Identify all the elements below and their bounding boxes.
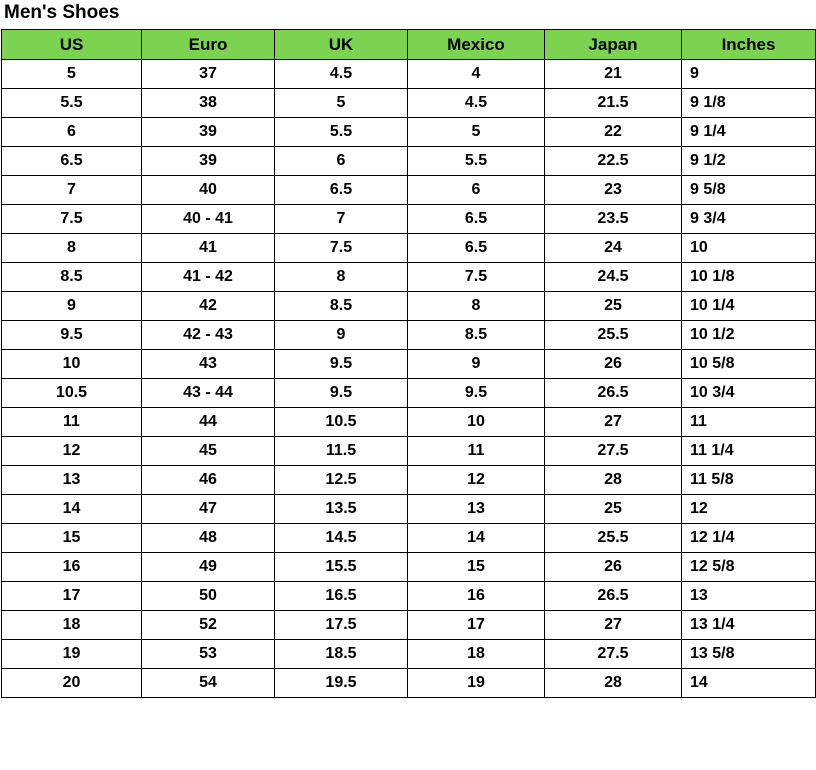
table-cell: 15.5	[275, 553, 408, 582]
table-cell: 12	[682, 495, 816, 524]
table-cell: 39	[142, 118, 275, 147]
table-cell: 10	[682, 234, 816, 263]
table-cell: 14	[682, 669, 816, 698]
table-cell: 53	[142, 640, 275, 669]
table-cell: 7	[275, 205, 408, 234]
table-cell: 14.5	[275, 524, 408, 553]
table-cell: 28	[545, 466, 682, 495]
table-cell: 18	[2, 611, 142, 640]
table-cell: 12.5	[275, 466, 408, 495]
table-row	[2, 553, 816, 582]
table-cell: 17	[2, 582, 142, 611]
table-cell: 14	[408, 524, 545, 553]
table-cell: 11	[408, 437, 545, 466]
table-cell: 5.5	[408, 147, 545, 176]
table-row	[2, 408, 816, 437]
table-cell: 9.5	[408, 379, 545, 408]
table-cell: 9	[408, 350, 545, 379]
table-cell: 50	[142, 582, 275, 611]
table-cell: 45	[142, 437, 275, 466]
table-cell: 9.5	[275, 379, 408, 408]
table-cell: 5.5	[2, 89, 142, 118]
table-header	[2, 30, 816, 60]
table-cell: 6.5	[408, 205, 545, 234]
table-cell: 9.5	[275, 350, 408, 379]
table-cell: 25	[545, 292, 682, 321]
table-cell: 10	[2, 350, 142, 379]
column-header-us: US	[2, 30, 142, 60]
table-row	[2, 350, 816, 379]
table-cell: 10 1/4	[682, 292, 816, 321]
table-cell: 49	[142, 553, 275, 582]
table-cell: 42 - 43	[142, 321, 275, 350]
table-row	[2, 89, 816, 118]
table-cell: 7.5	[408, 263, 545, 292]
column-header-uk: UK	[275, 30, 408, 60]
table-cell: 40	[142, 176, 275, 205]
table-cell: 6.5	[408, 234, 545, 263]
table-cell: 37	[142, 60, 275, 89]
table-row	[2, 321, 816, 350]
table-cell: 9 1/2	[682, 147, 816, 176]
table-cell: 40 - 41	[142, 205, 275, 234]
table-cell: 54	[142, 669, 275, 698]
table-cell: 10 1/8	[682, 263, 816, 292]
table-cell: 6	[2, 118, 142, 147]
table-cell: 17	[408, 611, 545, 640]
table-cell: 38	[142, 89, 275, 118]
table-cell: 24	[545, 234, 682, 263]
table-row	[2, 60, 816, 89]
table-cell: 12 1/4	[682, 524, 816, 553]
table-cell: 11 1/4	[682, 437, 816, 466]
table-cell: 42	[142, 292, 275, 321]
table-cell: 24.5	[545, 263, 682, 292]
table-cell: 46	[142, 466, 275, 495]
table-cell: 25	[545, 495, 682, 524]
table-row	[2, 669, 816, 698]
table-cell: 9.5	[2, 321, 142, 350]
table-cell: 10.5	[2, 379, 142, 408]
table-cell: 11	[2, 408, 142, 437]
table-row	[2, 640, 816, 669]
table-cell: 13	[682, 582, 816, 611]
table-cell: 12	[408, 466, 545, 495]
table-cell: 43 - 44	[142, 379, 275, 408]
table-cell: 11.5	[275, 437, 408, 466]
column-header-japan: Japan	[545, 30, 682, 60]
table-cell: 23	[545, 176, 682, 205]
table-cell: 9	[682, 60, 816, 89]
table-cell: 44	[142, 408, 275, 437]
table-cell: 16.5	[275, 582, 408, 611]
table-row	[2, 524, 816, 553]
table-cell: 19	[2, 640, 142, 669]
table-cell: 8.5	[2, 263, 142, 292]
table-cell: 6.5	[2, 147, 142, 176]
table-cell: 22.5	[545, 147, 682, 176]
table-cell: 21	[545, 60, 682, 89]
table-cell: 6	[275, 147, 408, 176]
column-header-mexico: Mexico	[408, 30, 545, 60]
table-cell: 19.5	[275, 669, 408, 698]
table-cell: 8.5	[408, 321, 545, 350]
table-row	[2, 437, 816, 466]
table-cell: 25.5	[545, 321, 682, 350]
table-cell: 27	[545, 611, 682, 640]
table-cell: 6	[408, 176, 545, 205]
shoe-size-table	[1, 29, 816, 698]
table-row	[2, 263, 816, 292]
table-body	[2, 60, 816, 698]
table-cell: 26.5	[545, 582, 682, 611]
table-cell: 16	[408, 582, 545, 611]
table-cell: 8	[275, 263, 408, 292]
table-row	[2, 176, 816, 205]
table-cell: 10	[408, 408, 545, 437]
table-cell: 12	[2, 437, 142, 466]
table-cell: 5	[408, 118, 545, 147]
table-cell: 9 1/4	[682, 118, 816, 147]
table-cell: 13.5	[275, 495, 408, 524]
table-cell: 26	[545, 350, 682, 379]
table-cell: 13 5/8	[682, 640, 816, 669]
table-cell: 9 1/8	[682, 89, 816, 118]
table-cell: 8.5	[275, 292, 408, 321]
table-cell: 7	[2, 176, 142, 205]
table-cell: 21.5	[545, 89, 682, 118]
table-cell: 18	[408, 640, 545, 669]
table-cell: 43	[142, 350, 275, 379]
table-cell: 39	[142, 147, 275, 176]
table-cell: 26.5	[545, 379, 682, 408]
table-cell: 12 5/8	[682, 553, 816, 582]
column-header-inches: Inches	[682, 30, 816, 60]
table-cell: 48	[142, 524, 275, 553]
table-row	[2, 205, 816, 234]
table-cell: 22	[545, 118, 682, 147]
table-cell: 47	[142, 495, 275, 524]
table-cell: 25.5	[545, 524, 682, 553]
table-cell: 7.5	[2, 205, 142, 234]
table-cell: 20	[2, 669, 142, 698]
table-cell: 13 1/4	[682, 611, 816, 640]
table-row	[2, 379, 816, 408]
table-row	[2, 147, 816, 176]
table-row	[2, 234, 816, 263]
table-cell: 9 3/4	[682, 205, 816, 234]
table-cell: 19	[408, 669, 545, 698]
table-cell: 11 5/8	[682, 466, 816, 495]
table-row	[2, 292, 816, 321]
table-cell: 8	[408, 292, 545, 321]
table-cell: 27.5	[545, 640, 682, 669]
table-cell: 52	[142, 611, 275, 640]
table-cell: 10 3/4	[682, 379, 816, 408]
table-header-row	[2, 30, 816, 60]
table-cell: 18.5	[275, 640, 408, 669]
table-cell: 5.5	[275, 118, 408, 147]
table-cell: 13	[408, 495, 545, 524]
table-cell: 5	[275, 89, 408, 118]
table-cell: 14	[2, 495, 142, 524]
table-cell: 9 5/8	[682, 176, 816, 205]
table-cell: 28	[545, 669, 682, 698]
table-row	[2, 118, 816, 147]
table-row	[2, 495, 816, 524]
table-cell: 41 - 42	[142, 263, 275, 292]
table-cell: 9	[2, 292, 142, 321]
table-cell: 17.5	[275, 611, 408, 640]
column-header-euro: Euro	[142, 30, 275, 60]
table-cell: 5	[2, 60, 142, 89]
table-cell: 13	[2, 466, 142, 495]
table-cell: 11	[682, 408, 816, 437]
table-cell: 15	[2, 524, 142, 553]
table-cell: 4.5	[275, 60, 408, 89]
table-cell: 15	[408, 553, 545, 582]
page-title: Men's Shoes	[4, 2, 120, 23]
table-cell: 26	[545, 553, 682, 582]
table-cell: 23.5	[545, 205, 682, 234]
table-row	[2, 582, 816, 611]
table-cell: 10 5/8	[682, 350, 816, 379]
table-cell: 10 1/2	[682, 321, 816, 350]
table-cell: 7.5	[275, 234, 408, 263]
table-row	[2, 611, 816, 640]
table-cell: 4	[408, 60, 545, 89]
table-cell: 8	[2, 234, 142, 263]
table-cell: 27	[545, 408, 682, 437]
table-cell: 41	[142, 234, 275, 263]
table-cell: 4.5	[408, 89, 545, 118]
table-cell: 27.5	[545, 437, 682, 466]
table-row	[2, 466, 816, 495]
table-cell: 16	[2, 553, 142, 582]
table-cell: 6.5	[275, 176, 408, 205]
table-cell: 9	[275, 321, 408, 350]
table-cell: 10.5	[275, 408, 408, 437]
